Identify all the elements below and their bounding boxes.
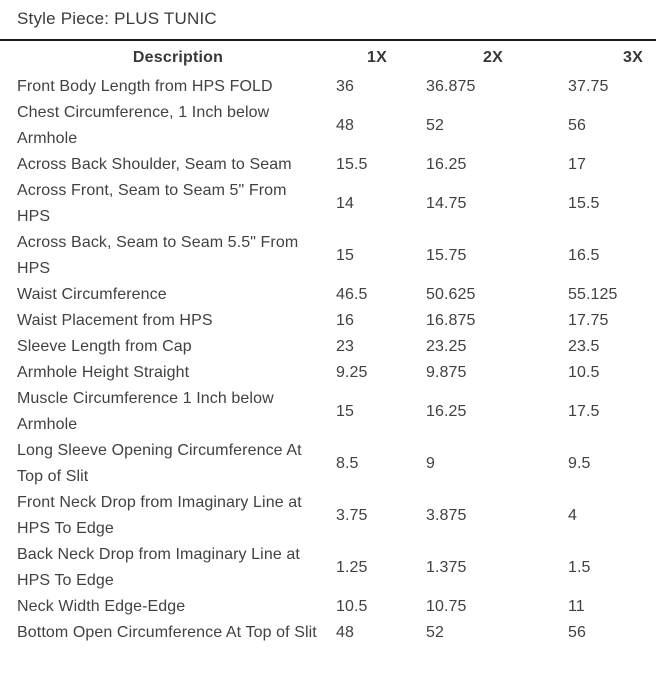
measurement-value-3x: 11 <box>568 598 585 615</box>
table-row <box>0 438 656 490</box>
table-row <box>0 178 656 230</box>
measurement-value-2x: 16.25 <box>426 156 467 173</box>
measurement-value-3x: 4 <box>568 507 577 524</box>
measurement-value-2x: 16.25 <box>426 403 467 420</box>
measurement-description: Across Front, Seam to Seam 5" From HPS <box>17 182 287 225</box>
measurement-value-2x: 14.75 <box>426 195 467 212</box>
measurement-value-1x: 3.75 <box>336 507 368 524</box>
measurement-value-1x: 8.5 <box>336 455 359 472</box>
table-row <box>0 230 656 282</box>
measurement-value-2x: 9 <box>426 455 435 472</box>
measurement-value-3x: 1.5 <box>568 559 591 576</box>
table-row <box>0 100 656 152</box>
measurement-description: Across Back Shoulder, Seam to Seam <box>17 156 292 173</box>
measurement-value-1x: 15.5 <box>336 156 368 173</box>
measurement-value-1x: 10.5 <box>336 598 368 615</box>
size-table-body <box>0 74 656 646</box>
measurement-description: Back Neck Drop from Imaginary Line at HPS To Edge <box>17 546 300 589</box>
measurement-value-1x: 9.25 <box>336 364 368 381</box>
measurement-description: Waist Placement from HPS <box>17 312 213 329</box>
measurement-value-2x: 15.75 <box>426 247 467 264</box>
measurement-description: Bottom Open Circumference At Top of Slit <box>17 624 317 641</box>
measurement-value-2x: 1.375 <box>426 559 467 576</box>
column-header-description: Description <box>132 49 224 66</box>
measurement-value-1x: 15 <box>336 247 354 264</box>
measurement-value-1x: 15 <box>336 403 354 420</box>
measurement-value-1x: 48 <box>336 624 354 641</box>
measurement-value-1x: 48 <box>336 117 354 134</box>
measurement-description: Chest Circumference, 1 Inch below Armhole <box>17 104 270 147</box>
measurement-value-3x: 17.75 <box>568 312 609 329</box>
measurement-value-1x: 46.5 <box>336 286 368 303</box>
measurement-value-3x: 17.5 <box>568 403 600 420</box>
measurement-description: Neck Width Edge-Edge <box>17 598 186 615</box>
measurement-description: Muscle Circumference 1 Inch below Armhole <box>17 390 274 433</box>
measurement-value-2x: 50.625 <box>426 286 476 303</box>
measurement-value-3x: 9.5 <box>568 455 591 472</box>
page-title: Style Piece: PLUS TUNIC <box>17 9 217 28</box>
measurement-value-2x: 3.875 <box>426 507 467 524</box>
measurement-description: Armhole Height Straight <box>17 364 190 381</box>
measurement-value-1x: 23 <box>336 338 354 355</box>
column-header-3x: 3X <box>623 49 643 66</box>
measurement-description: Long Sleeve Opening Circumference At Top of Slit <box>17 442 302 485</box>
measurement-value-3x: 16.5 <box>568 247 600 264</box>
measurement-value-3x: 15.5 <box>568 195 600 212</box>
table-row <box>0 282 656 308</box>
measurement-value-2x: 23.25 <box>426 338 467 355</box>
table-row <box>0 490 656 542</box>
measurement-value-1x: 1.25 <box>336 559 368 576</box>
measurement-value-3x: 10.5 <box>568 364 600 381</box>
measurement-value-3x: 56 <box>568 117 586 134</box>
measurement-value-2x: 52 <box>426 624 444 641</box>
measurement-value-3x: 55.125 <box>568 286 618 303</box>
measurement-description: Sleeve Length from Cap <box>17 338 192 355</box>
table-row <box>0 386 656 438</box>
measurement-value-2x: 16.875 <box>426 312 476 329</box>
table-row <box>0 542 656 594</box>
measurement-value-1x: 36 <box>336 78 354 95</box>
measurement-value-3x: 56 <box>568 624 586 641</box>
measurement-description: Waist Circumference <box>17 286 167 303</box>
table-row <box>0 308 656 334</box>
column-header-1x: 1X <box>367 49 387 66</box>
measurement-description: Front Body Length from HPS FOLD <box>17 78 273 95</box>
table-row <box>0 152 656 178</box>
table-row <box>0 334 656 360</box>
table-row <box>0 620 656 646</box>
measurement-value-3x: 23.5 <box>568 338 600 355</box>
table-row <box>0 360 656 386</box>
measurement-value-3x: 37.75 <box>568 78 609 95</box>
measurement-value-2x: 36.875 <box>426 78 476 95</box>
column-header-2x: 2X <box>483 49 503 66</box>
measurement-value-2x: 9.875 <box>426 364 467 381</box>
size-chart-table <box>0 39 656 646</box>
measurement-description: Front Neck Drop from Imaginary Line at HPS To Edge <box>17 494 302 537</box>
table-header-row <box>0 40 656 74</box>
table-row <box>0 594 656 620</box>
measurement-value-2x: 10.75 <box>426 598 467 615</box>
measurement-value-1x: 16 <box>336 312 354 329</box>
measurement-value-1x: 14 <box>336 195 354 212</box>
measurement-value-2x: 52 <box>426 117 444 134</box>
table-row <box>0 74 656 100</box>
measurement-description: Across Back, Seam to Seam 5.5" From HPS <box>17 234 299 277</box>
measurement-value-3x: 17 <box>568 156 586 173</box>
